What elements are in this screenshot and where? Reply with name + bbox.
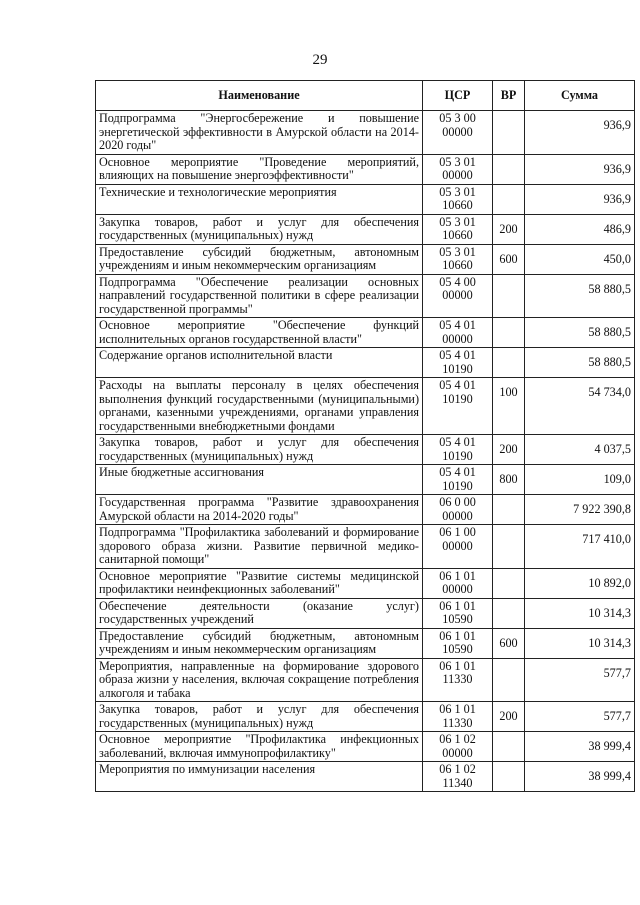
cell-csr	[423, 435, 493, 465]
csr-code-suffix: 00000	[442, 508, 473, 523]
cell-name: Мероприятия по иммунизации населения	[96, 762, 423, 792]
csr-code-suffix: 11330	[442, 672, 473, 686]
cell-vr	[493, 732, 525, 762]
csr-code-suffix: 00000	[442, 168, 473, 182]
csr-code-suffix: 10190	[442, 448, 473, 463]
table-header-row	[96, 81, 635, 111]
cell-csr	[423, 465, 493, 495]
cell-vr	[493, 568, 525, 598]
table-row	[96, 762, 635, 792]
header-vr: ВР	[493, 81, 525, 111]
cell-vr: 200	[493, 435, 525, 465]
header-sum: Сумма	[525, 81, 635, 111]
cell-sum: 54 734,0	[525, 378, 635, 435]
csr-code-part: 06 0 00	[439, 495, 476, 509]
cell-name: Предоставление субсидий бюджетным, автономным учреждениям и иным некоммерческим организациям	[96, 628, 423, 658]
csr-code-part: 05 3 01	[439, 244, 476, 259]
cell-csr	[423, 598, 493, 628]
csr-code-suffix: 00000	[442, 124, 473, 139]
csr-code-part: 06 1 01	[439, 568, 476, 583]
csr-code-part: 05 4 01	[439, 348, 476, 362]
cell-vr	[493, 154, 525, 184]
csr-code-suffix: 11330	[442, 715, 473, 730]
cell-vr	[493, 658, 525, 702]
table-row	[96, 111, 635, 155]
cell-csr	[423, 154, 493, 184]
cell-csr	[423, 214, 493, 244]
cell-sum: 38 999,4	[525, 732, 635, 762]
table-row	[96, 628, 635, 658]
budget-table	[95, 80, 635, 792]
csr-code-part: 06 1 00	[439, 525, 476, 539]
cell-name: Подпрограмма "Энергосбережение и повышение энергетической эффективности в Амурской области на 2014-2020 годы"	[96, 111, 423, 155]
cell-name: Основное мероприятие "Профилактика инфекционных заболеваний, включая иммунопрофилактику"	[96, 732, 423, 762]
cell-name: Предоставление субсидий бюджетным, автономным учреждениям и иным некоммерческим организациям	[96, 244, 423, 274]
cell-sum: 58 880,5	[525, 318, 635, 348]
cell-sum: 450,0	[525, 244, 635, 274]
cell-name: Основное мероприятие "Проведение мероприятий, влияющих на повышение энергоэффективности"	[96, 154, 423, 184]
csr-code-suffix: 00000	[442, 745, 473, 760]
table-row	[96, 732, 635, 762]
cell-sum: 10 314,3	[525, 628, 635, 658]
csr-code-suffix: 10190	[442, 478, 473, 493]
csr-code-part: 06 1 02	[439, 732, 476, 746]
cell-name: Основное мероприятие "Обеспечение функций исполнительных органов государственной власти"	[96, 318, 423, 348]
csr-code-part: 06 1 01	[439, 702, 476, 716]
cell-vr: 600	[493, 244, 525, 274]
header-csr: ЦСР	[423, 81, 493, 111]
csr-code-suffix: 11340	[442, 775, 473, 790]
cell-name: Мероприятия, направленные на формирование здорового образа жизни у населения, включая сокращение потребления алкоголя и табака	[96, 658, 423, 702]
cell-vr: 200	[493, 214, 525, 244]
cell-name: Подпрограмма "Профилактика заболеваний и формирование здорового образа жизни. Развитие первичной медико-санитарной помощи"	[96, 525, 423, 569]
csr-code-suffix: 10190	[442, 361, 473, 376]
cell-csr	[423, 658, 493, 702]
cell-csr	[423, 274, 493, 318]
csr-code-suffix: 10660	[442, 258, 473, 272]
cell-name: Закупка товаров, работ и услуг для обеспечения государственных (муниципальных) нужд	[96, 702, 423, 732]
cell-sum: 486,9	[525, 214, 635, 244]
cell-sum: 10 892,0	[525, 568, 635, 598]
csr-code-part: 05 4 01	[439, 378, 476, 392]
table-row	[96, 658, 635, 702]
cell-name: Содержание органов исполнительной власти	[96, 348, 423, 378]
cell-name: Технические и технологические мероприятия	[96, 184, 423, 214]
cell-csr	[423, 568, 493, 598]
table-row	[96, 184, 635, 214]
csr-code-part: 05 3 01	[439, 214, 476, 229]
table-row	[96, 465, 635, 495]
table-row	[96, 274, 635, 318]
table-row	[96, 318, 635, 348]
cell-vr: 800	[493, 465, 525, 495]
cell-sum: 38 999,4	[525, 762, 635, 792]
csr-code-part: 05 3 01	[439, 184, 476, 199]
table-row	[96, 244, 635, 274]
cell-csr	[423, 702, 493, 732]
csr-code-part: 05 4 01	[439, 318, 476, 332]
cell-vr	[493, 274, 525, 318]
cell-vr	[493, 598, 525, 628]
csr-code-suffix: 10190	[442, 391, 473, 406]
cell-sum: 936,9	[525, 111, 635, 155]
table-row	[96, 568, 635, 598]
cell-csr	[423, 525, 493, 569]
cell-sum: 58 880,5	[525, 274, 635, 318]
cell-name: Иные бюджетные ассигнования	[96, 465, 423, 495]
cell-name: Закупка товаров, работ и услуг для обеспечения государственных (муниципальных) нужд	[96, 435, 423, 465]
cell-vr	[493, 111, 525, 155]
cell-vr	[493, 525, 525, 569]
csr-code-part: 05 4 01	[439, 435, 476, 449]
table-row	[96, 435, 635, 465]
cell-vr	[493, 348, 525, 378]
cell-sum: 109,0	[525, 465, 635, 495]
csr-code-suffix: 10660	[442, 198, 473, 212]
csr-code-part: 05 4 00	[439, 274, 476, 289]
csr-code-suffix: 00000	[442, 582, 473, 596]
cell-csr	[423, 318, 493, 348]
cell-vr	[493, 184, 525, 214]
cell-vr	[493, 495, 525, 525]
cell-csr	[423, 762, 493, 792]
cell-name: Обеспечение деятельности (оказание услуг) государственных учреждений	[96, 598, 423, 628]
cell-vr: 200	[493, 702, 525, 732]
cell-sum: 936,9	[525, 184, 635, 214]
cell-sum: 717 410,0	[525, 525, 635, 569]
csr-code-part: 05 3 01	[439, 154, 476, 169]
cell-csr	[423, 628, 493, 658]
table-row	[96, 525, 635, 569]
csr-code-part: 05 3 00	[439, 111, 476, 125]
table-row	[96, 214, 635, 244]
cell-vr: 100	[493, 378, 525, 435]
cell-sum: 7 922 390,8	[525, 495, 635, 525]
cell-csr	[423, 111, 493, 155]
table-row	[96, 378, 635, 435]
csr-code-suffix: 10660	[442, 228, 473, 242]
csr-code-part: 06 1 01	[439, 598, 476, 613]
table-row	[96, 348, 635, 378]
csr-code-suffix: 10590	[442, 642, 473, 656]
csr-code-suffix: 10590	[442, 612, 473, 626]
cell-csr	[423, 732, 493, 762]
cell-sum: 58 880,5	[525, 348, 635, 378]
csr-code-part: 06 1 01	[439, 628, 476, 643]
header-name: Наименование	[96, 81, 423, 111]
cell-vr: 600	[493, 628, 525, 658]
table-row	[96, 702, 635, 732]
csr-code-part: 06 1 02	[439, 762, 476, 776]
cell-csr	[423, 184, 493, 214]
cell-sum: 936,9	[525, 154, 635, 184]
table-row	[96, 598, 635, 628]
csr-code-suffix: 00000	[442, 288, 473, 302]
csr-code-part: 05 4 01	[439, 465, 476, 479]
cell-sum: 577,7	[525, 702, 635, 732]
cell-sum: 4 037,5	[525, 435, 635, 465]
csr-code-part: 06 1 01	[439, 658, 476, 673]
table-row	[96, 495, 635, 525]
cell-sum: 577,7	[525, 658, 635, 702]
cell-sum: 10 314,3	[525, 598, 635, 628]
cell-csr	[423, 495, 493, 525]
cell-name: Расходы на выплаты персоналу в целях обеспечения выполнения функций государственными (муниципальными) органами, казенными учреждениями, органами управления государственными внебюджетными фондами	[96, 378, 423, 435]
cell-vr	[493, 318, 525, 348]
cell-name: Закупка товаров, работ и услуг для обеспечения государственных (муниципальных) нужд	[96, 214, 423, 244]
cell-vr	[493, 762, 525, 792]
cell-csr	[423, 348, 493, 378]
csr-code-suffix: 00000	[442, 538, 473, 553]
cell-name: Подпрограмма "Обеспечение реализации основных направлений государственной политики в сфере реализации государственной программы"	[96, 274, 423, 318]
table-row	[96, 154, 635, 184]
cell-csr	[423, 378, 493, 435]
page-number: 29	[312, 52, 328, 68]
cell-name: Государственная программа "Развитие здравоохранения Амурской области на 2014-2020 годы"	[96, 495, 423, 525]
cell-csr	[423, 244, 493, 274]
csr-code-suffix: 00000	[442, 331, 473, 346]
cell-name: Основное мероприятие "Развитие системы медицинской профилактики неинфекционных заболеваний"	[96, 568, 423, 598]
